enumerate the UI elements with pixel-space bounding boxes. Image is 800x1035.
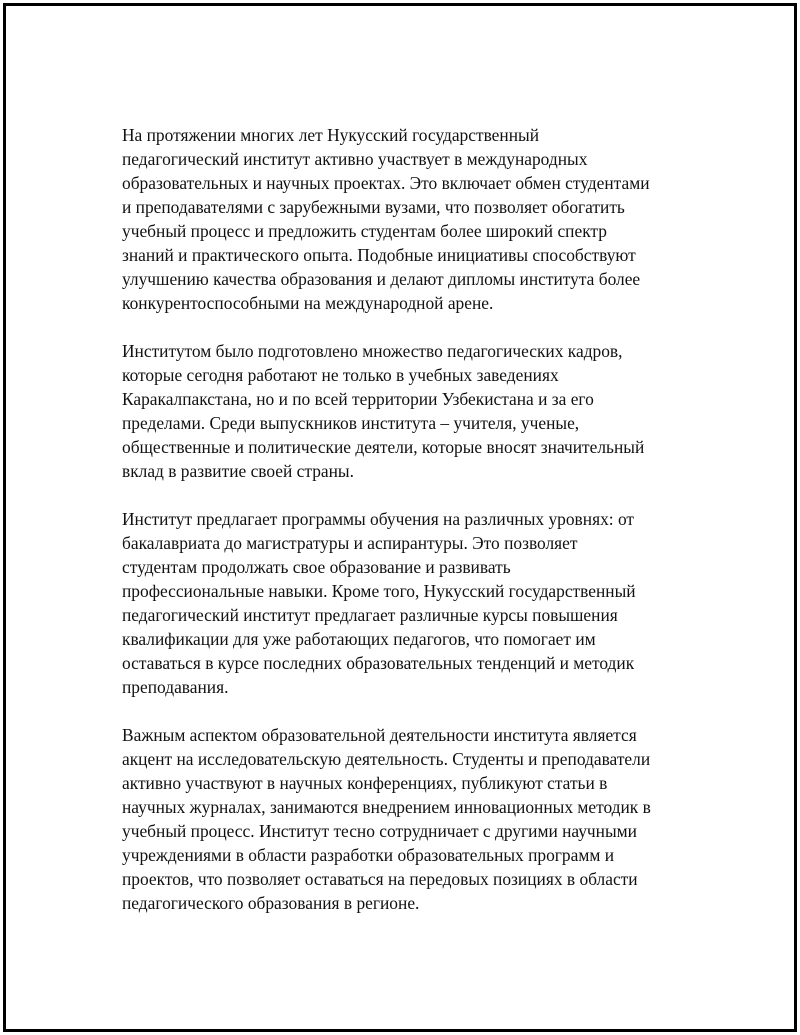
text-line: образовательных и научных проектах. Это включает обмен студентами bbox=[122, 173, 650, 193]
text-line: и преподавателями с зарубежными вузами, что позволяет обогатить bbox=[122, 197, 625, 217]
text-line: Каракалпакстана, но и по всей территории Узбекистана и за его bbox=[122, 389, 594, 409]
document-body bbox=[122, 123, 697, 939]
text-line: проектов, что позволяет оставаться на передовых позициях в области bbox=[122, 869, 638, 889]
paragraph-international-projects bbox=[122, 123, 697, 315]
text-line: конкурентоспособными на международной арене. bbox=[122, 293, 494, 313]
text-line: учреждениями в области разработки образовательных программ и bbox=[122, 845, 615, 865]
page-border bbox=[3, 3, 797, 1032]
text-line: Институтом было подготовлено множество педагогических кадров, bbox=[122, 341, 623, 361]
text-line: педагогического образования в регионе. bbox=[122, 893, 420, 913]
text-line: акцент на исследовательскую деятельность. Студенты и преподаватели bbox=[122, 749, 651, 769]
paragraph-study-programs bbox=[122, 507, 697, 699]
text-line: преподавания. bbox=[122, 677, 229, 697]
text-line: оставаться в курсе последних образовательных тенденций и методик bbox=[122, 653, 635, 673]
text-line: профессиональные навыки. Кроме того, Нукусский государственный bbox=[122, 581, 636, 601]
text-line: педагогический институт предлагает различные курсы повышения bbox=[122, 605, 618, 625]
text-line: учебный процесс. Институт тесно сотрудничает с другими научными bbox=[122, 821, 637, 841]
text-line: педагогический институт активно участвует в международных bbox=[122, 149, 588, 169]
text-line: Институт предлагает программы обучения на различных уровнях: от bbox=[122, 509, 635, 529]
paragraph-graduates bbox=[122, 339, 697, 483]
text-line: активно участвуют в научных конференциях, публикуют статьи в bbox=[122, 773, 608, 793]
text-line: квалификации для уже работающих педагогов, что помогает им bbox=[122, 629, 596, 649]
text-line: учебный процесс и предложить студентам более широкий спектр bbox=[122, 221, 607, 241]
text-line: которые сегодня работают не только в учебных заведениях bbox=[122, 365, 559, 385]
text-line: бакалавриата до магистратуры и аспирантуры. Это позволяет bbox=[122, 533, 578, 553]
text-line: пределами. Среди выпускников института – учителя, ученые, bbox=[122, 413, 580, 433]
text-line: научных журналах, занимаются внедрением инновационных методик в bbox=[122, 797, 651, 817]
text-line: знаний и практического опыта. Подобные инициативы способствуют bbox=[122, 245, 636, 265]
paragraph-research bbox=[122, 723, 697, 915]
text-line: На протяжении многих лет Нукусский государственный bbox=[122, 125, 540, 145]
text-line: Важным аспектом образовательной деятельности института является bbox=[122, 725, 637, 745]
text-line: вклад в развитие своей страны. bbox=[122, 461, 354, 481]
text-line: улучшению качества образования и делают дипломы института более bbox=[122, 269, 641, 289]
text-line: общественные и политические деятели, которые вносят значительный bbox=[122, 437, 645, 457]
text-line: студентам продолжать свое образование и развивать bbox=[122, 557, 511, 577]
